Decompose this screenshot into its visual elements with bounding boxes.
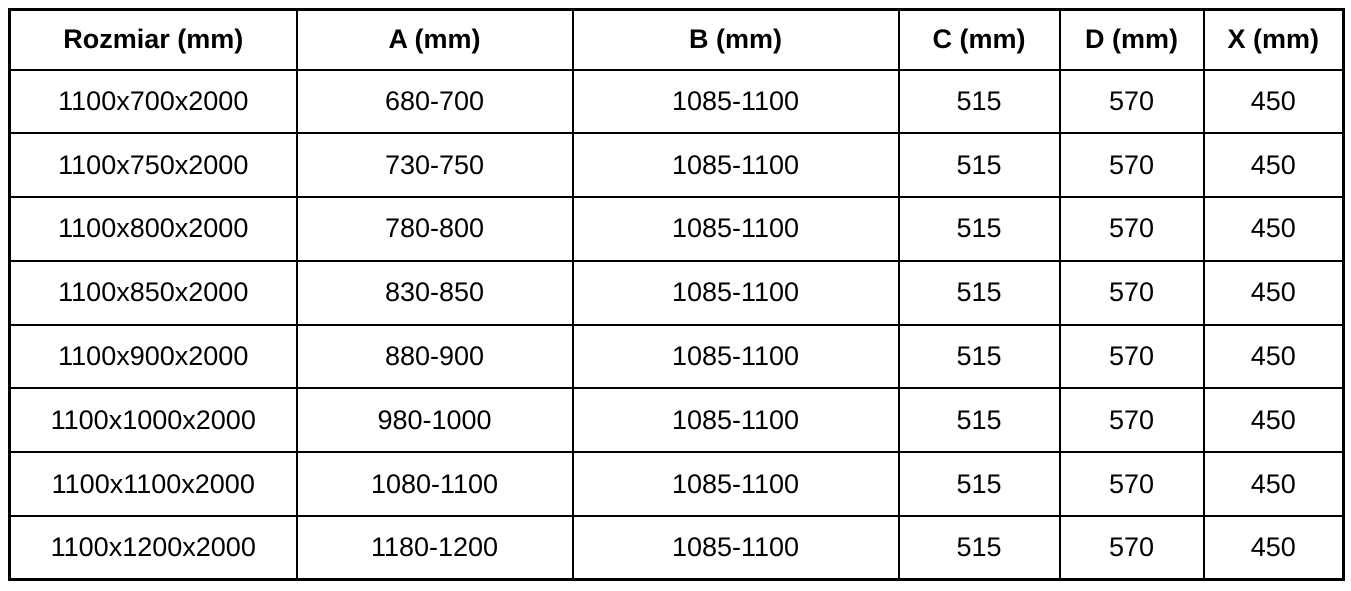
table-cell-x: 450 [1204,133,1344,197]
table-cell-d: 570 [1060,325,1204,389]
table-row [10,516,1344,580]
table-cell-b: 1085-1100 [573,197,899,261]
table-cell-b: 1085-1100 [573,261,899,325]
dimensions-table [8,8,1345,581]
column-header-x: X (mm) [1204,10,1344,70]
table-cell-rozmiar: 1100x1000x2000 [10,388,297,452]
table-header [10,10,1344,70]
table-cell-rozmiar: 1100x1100x2000 [10,452,297,516]
table-cell-b: 1085-1100 [573,452,899,516]
table-cell-x: 450 [1204,388,1344,452]
column-header-d: D (mm) [1060,10,1204,70]
table-cell-c: 515 [899,70,1060,134]
table-cell-x: 450 [1204,325,1344,389]
table-row [10,261,1344,325]
table-cell-a: 830-850 [297,261,573,325]
table-cell-d: 570 [1060,197,1204,261]
table-cell-x: 450 [1204,70,1344,134]
table-cell-b: 1085-1100 [573,516,899,580]
table-row [10,70,1344,134]
table-cell-c: 515 [899,452,1060,516]
table-cell-c: 515 [899,133,1060,197]
column-header-rozmiar: Rozmiar (mm) [10,10,297,70]
table-row [10,452,1344,516]
table-cell-a: 980-1000 [297,388,573,452]
table-row [10,197,1344,261]
table-cell-x: 450 [1204,516,1344,580]
table-cell-b: 1085-1100 [573,133,899,197]
table-cell-rozmiar: 1100x900x2000 [10,325,297,389]
table-cell-b: 1085-1100 [573,325,899,389]
table-cell-rozmiar: 1100x800x2000 [10,197,297,261]
table-cell-d: 570 [1060,261,1204,325]
column-header-a: A (mm) [297,10,573,70]
table-cell-c: 515 [899,388,1060,452]
table-cell-c: 515 [899,261,1060,325]
table-cell-d: 570 [1060,452,1204,516]
table-cell-d: 570 [1060,133,1204,197]
table-cell-a: 1180-1200 [297,516,573,580]
table-cell-b: 1085-1100 [573,70,899,134]
table-cell-a: 780-800 [297,197,573,261]
header-row [10,10,1344,70]
column-header-b: B (mm) [573,10,899,70]
table-cell-c: 515 [899,516,1060,580]
table-cell-x: 450 [1204,261,1344,325]
table-cell-a: 730-750 [297,133,573,197]
table-cell-c: 515 [899,197,1060,261]
column-header-c: C (mm) [899,10,1060,70]
table-cell-rozmiar: 1100x750x2000 [10,133,297,197]
table-cell-a: 880-900 [297,325,573,389]
table-cell-d: 570 [1060,516,1204,580]
table-cell-c: 515 [899,325,1060,389]
table-cell-x: 450 [1204,197,1344,261]
table-row [10,388,1344,452]
table-cell-rozmiar: 1100x850x2000 [10,261,297,325]
table-cell-x: 450 [1204,452,1344,516]
table-cell-a: 1080-1100 [297,452,573,516]
table-cell-a: 680-700 [297,70,573,134]
table-cell-rozmiar: 1100x1200x2000 [10,516,297,580]
table-cell-d: 570 [1060,70,1204,134]
table-cell-rozmiar: 1100x700x2000 [10,70,297,134]
table-body [10,70,1344,580]
table-cell-b: 1085-1100 [573,388,899,452]
table-row [10,325,1344,389]
table-cell-d: 570 [1060,388,1204,452]
table-row [10,133,1344,197]
